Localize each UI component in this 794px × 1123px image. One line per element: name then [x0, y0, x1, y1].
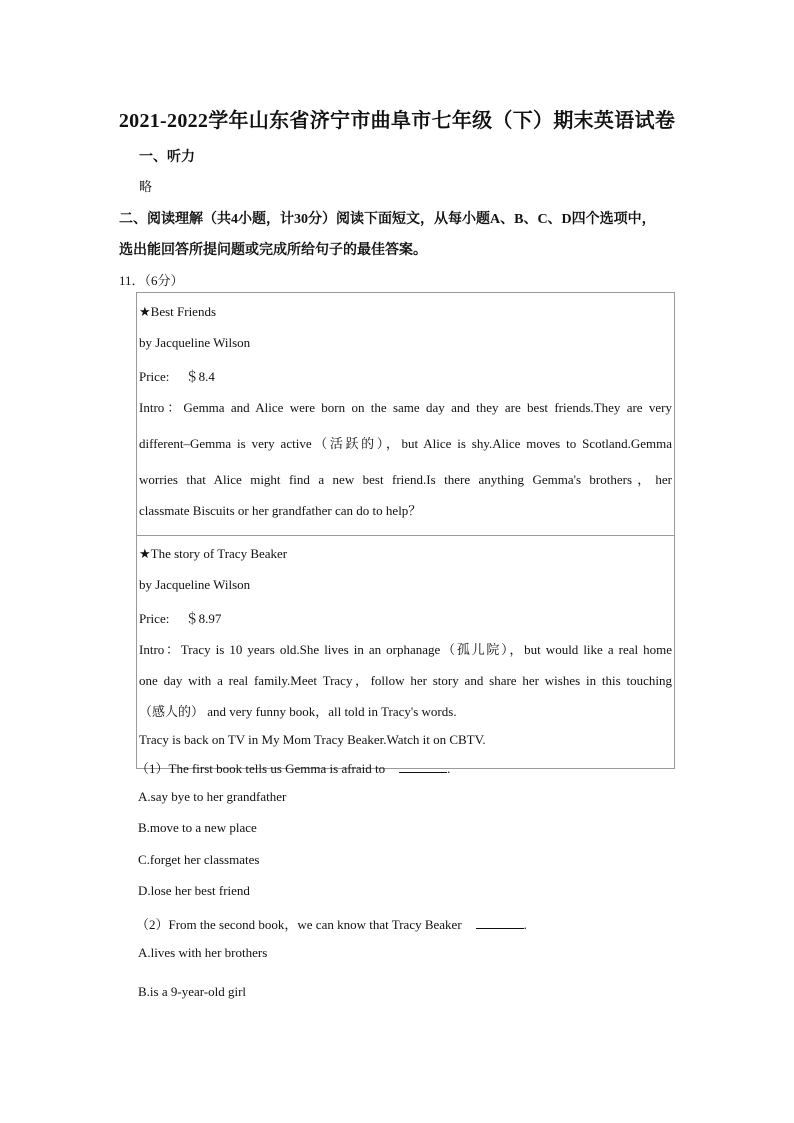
- book-2-note: Tracy is back on TV in My Mom Tracy Beaker.Watch it on CBTV.: [139, 732, 486, 747]
- section-1-heading: 一、听力: [139, 150, 195, 165]
- book-1-price: Price: ＄8.4: [139, 369, 215, 384]
- book-1-cell: [137, 293, 675, 536]
- answer-blank: [476, 918, 524, 929]
- page-title: 2021-2022学年山东省济宁市曲阜市七年级（下）期末英语试卷: [118, 110, 676, 132]
- book-1-intro-line: Intro：Gemma and Alice were born on the same day and they are best friends.They are very: [139, 400, 672, 415]
- section-2-heading-line-2: 选出能回答所提问题或完成所给句子的最佳答案。: [119, 243, 427, 258]
- option-a: A.lives with her brothers: [138, 945, 268, 960]
- section-2-heading-line-1: 二、阅读理解（共4小题，计30分）阅读下面短文，从每小题A、B、C、D四个选项中，: [119, 212, 656, 227]
- section-1-content: 略: [139, 179, 153, 194]
- option-b: B.move to a new place: [138, 820, 257, 835]
- option-d: D.lose her best friend: [138, 883, 250, 898]
- book-2-intro-line: Intro：Tracy is 10 years old.She lives in an orphanage（孤儿院），but would like a real home: [139, 642, 672, 657]
- book-1-intro-line: different–Gemma is very active（活跃的），but Alice is shy.Alice moves to Scotland.Gemma: [139, 436, 672, 451]
- sub-question-2: [136, 914, 527, 933]
- option-a: A.say bye to her grandfather: [138, 789, 287, 804]
- book-2-author: by Jacqueline Wilson: [139, 577, 251, 592]
- period: .: [447, 761, 451, 776]
- option-b: B.is a 9-year-old girl: [138, 984, 247, 999]
- answer-blank: [399, 762, 447, 773]
- book-1-intro-line: worries that Alice might find a new best friend.Is there anything Gemma's brothers，her: [139, 472, 672, 487]
- book-1-author: by Jacqueline Wilson: [139, 335, 251, 350]
- book-2-title: ★The story of Tracy Beaker: [139, 546, 288, 561]
- book-passage-table: [136, 292, 675, 769]
- book-2-intro-line: one day with a real family.Meet Tracy，follow her story and share her wishes in this touching: [139, 673, 672, 688]
- book-2-cell: [137, 536, 675, 769]
- option-c: C.forget her classmates: [138, 852, 260, 867]
- question-number: 11．（6分）: [119, 273, 184, 288]
- sub-question-2-stem: （2）From the second book，we can know that Tracy Beaker: [136, 917, 462, 932]
- sub-question-1-stem: （1）The first book tells us Gemma is afraid to: [136, 761, 386, 776]
- sub-question-1: [136, 758, 450, 777]
- book-2-price: Price: ＄8.97: [139, 611, 222, 626]
- book-2-intro-line: （感人的） and very funny book，all told in Tracy's words.: [139, 704, 457, 719]
- period: .: [523, 917, 527, 932]
- book-1-intro-line: classmate Biscuits or her grandfather can do to help？: [139, 503, 422, 518]
- book-1-title: ★Best Friends: [139, 304, 217, 319]
